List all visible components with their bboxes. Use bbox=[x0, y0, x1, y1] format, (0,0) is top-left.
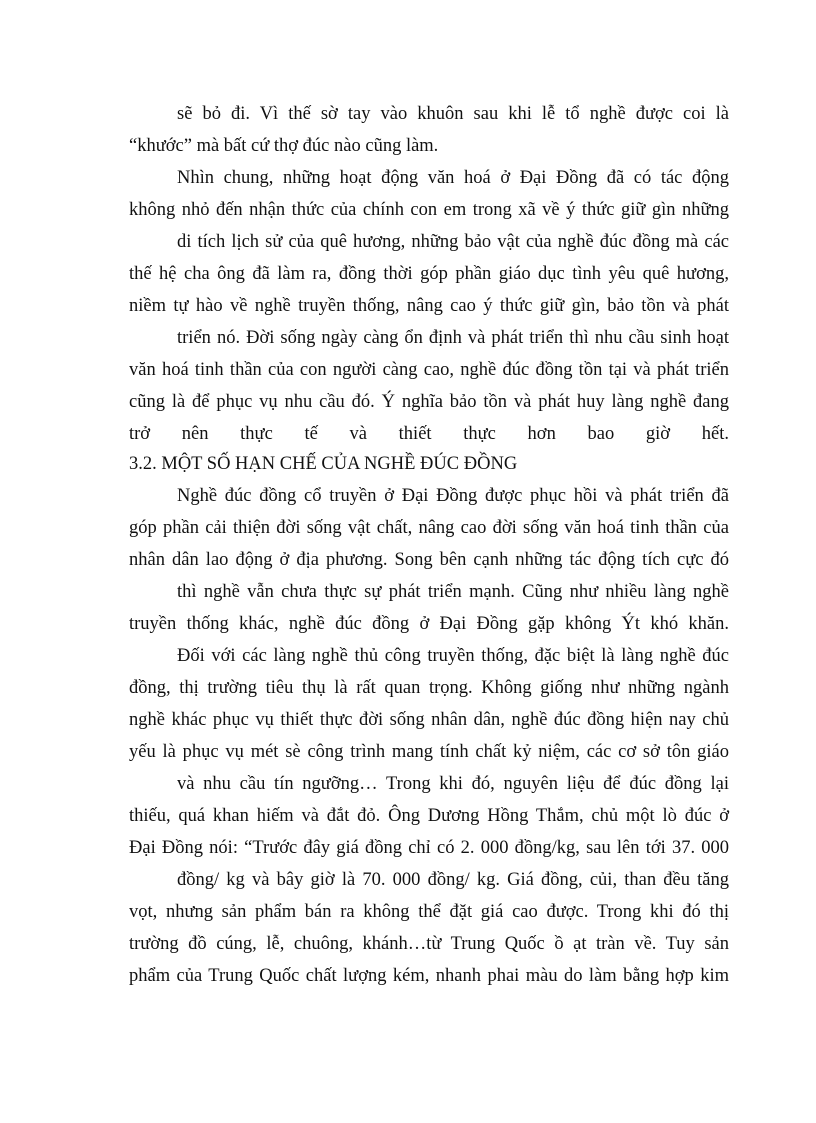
body-line: di tích lịch sử của quê hương, những bảo vật của nghề đúc đồng mà các bbox=[177, 232, 729, 252]
body-line: trường đồ cúng, lễ, chuông, khánh…từ Trung Quốc ồ ạt tràn về. Tuy sản bbox=[129, 934, 729, 954]
body-line: “khước” mà bất cứ thợ đúc nào cũng làm. bbox=[129, 136, 439, 156]
body-line: truyền thống khác, nghề đúc đồng ở Đại Đồng gặp không Ýt khó khăn. bbox=[129, 614, 729, 634]
body-line: sẽ bỏ đi. Vì thế sờ tay vào khuôn sau khi lễ tổ nghề được coi là bbox=[177, 104, 729, 124]
body-line: thiếu, quá khan hiếm và đắt đỏ. Ông Dương Hồng Thắm, chủ một lò đúc ở bbox=[129, 806, 729, 826]
body-line: văn hoá tinh thần của con người càng cao, nghề đúc đồng tồn tại và phát triển bbox=[129, 360, 729, 380]
body-line: nghề khác phục vụ thiết thực đời sống nhân dân, nghề đúc đồng hiện nay chủ bbox=[129, 710, 729, 730]
body-line: phẩm của Trung Quốc chất lượng kém, nhanh phai màu do làm bằng hợp kim bbox=[129, 966, 729, 986]
body-line: góp phần cải thiện đời sống vật chất, nâng cao đời sống văn hoá tinh thần của bbox=[129, 518, 729, 538]
body-line: và nhu cầu tín ngưỡng… Trong khi đó, nguyên liệu để đúc đồng lại bbox=[177, 774, 729, 794]
section-heading: 3.2. MỘT SỐ HẠN CHẾ CỦA NGHỀ ĐÚC ĐỒNG bbox=[129, 454, 518, 474]
body-line: Đối với các làng nghề thủ công truyền thống, đặc biệt là làng nghề đúc bbox=[177, 646, 729, 666]
body-line: vọt, nhưng sản phẩm bán ra không thể đặt giá cao được. Trong khi đó thị bbox=[129, 902, 729, 922]
body-line: cũng là để phục vụ nhu cầu đó. Ý nghĩa bảo tồn và phát huy làng nghề đang bbox=[129, 392, 729, 412]
body-line: trở nên thực tế và thiết thực hơn bao giờ hết. bbox=[129, 424, 729, 444]
body-line: thì nghề vẫn chưa thực sự phát triển mạnh. Cũng như nhiều làng nghề bbox=[177, 582, 729, 602]
body-line: thế hệ cha ông đã làm ra, đồng thời góp phần giáo dục tình yêu quê hương, bbox=[129, 264, 729, 284]
body-line: niềm tự hào về nghề truyền thống, nâng cao ý thức giữ gìn, bảo tồn và phát bbox=[129, 296, 729, 316]
body-line: Nghề đúc đồng cổ truyền ở Đại Đồng được phục hồi và phát triển đã bbox=[177, 486, 729, 506]
body-line: nhân dân lao động ở địa phương. Song bên cạnh những tác động tích cực đó bbox=[129, 550, 729, 570]
body-line: đồng, thị trường tiêu thụ là rất quan trọng. Không giống như những ngành bbox=[129, 678, 729, 698]
body-line: không nhỏ đến nhận thức của chính con em trong xã về ý thức giữ gìn những bbox=[129, 200, 729, 220]
body-line: đồng/ kg và bây giờ là 70. 000 đồng/ kg. Giá đồng, củi, than đều tăng bbox=[177, 870, 729, 890]
body-line: Nhìn chung, những hoạt động văn hoá ở Đại Đồng đã có tác động bbox=[177, 168, 729, 188]
body-line: yếu là phục vụ mét sè công trình mang tính chất kỷ niệm, các cơ sở tôn giáo bbox=[129, 742, 729, 762]
body-line: triển nó. Đời sống ngày càng ổn định và phát triển thì nhu cầu sinh hoạt bbox=[177, 328, 729, 348]
body-line: Đại Đồng nói: “Trước đây giá đồng chỉ có 2. 000 đồng/kg, sau lên tới 37. 000 bbox=[129, 838, 729, 858]
